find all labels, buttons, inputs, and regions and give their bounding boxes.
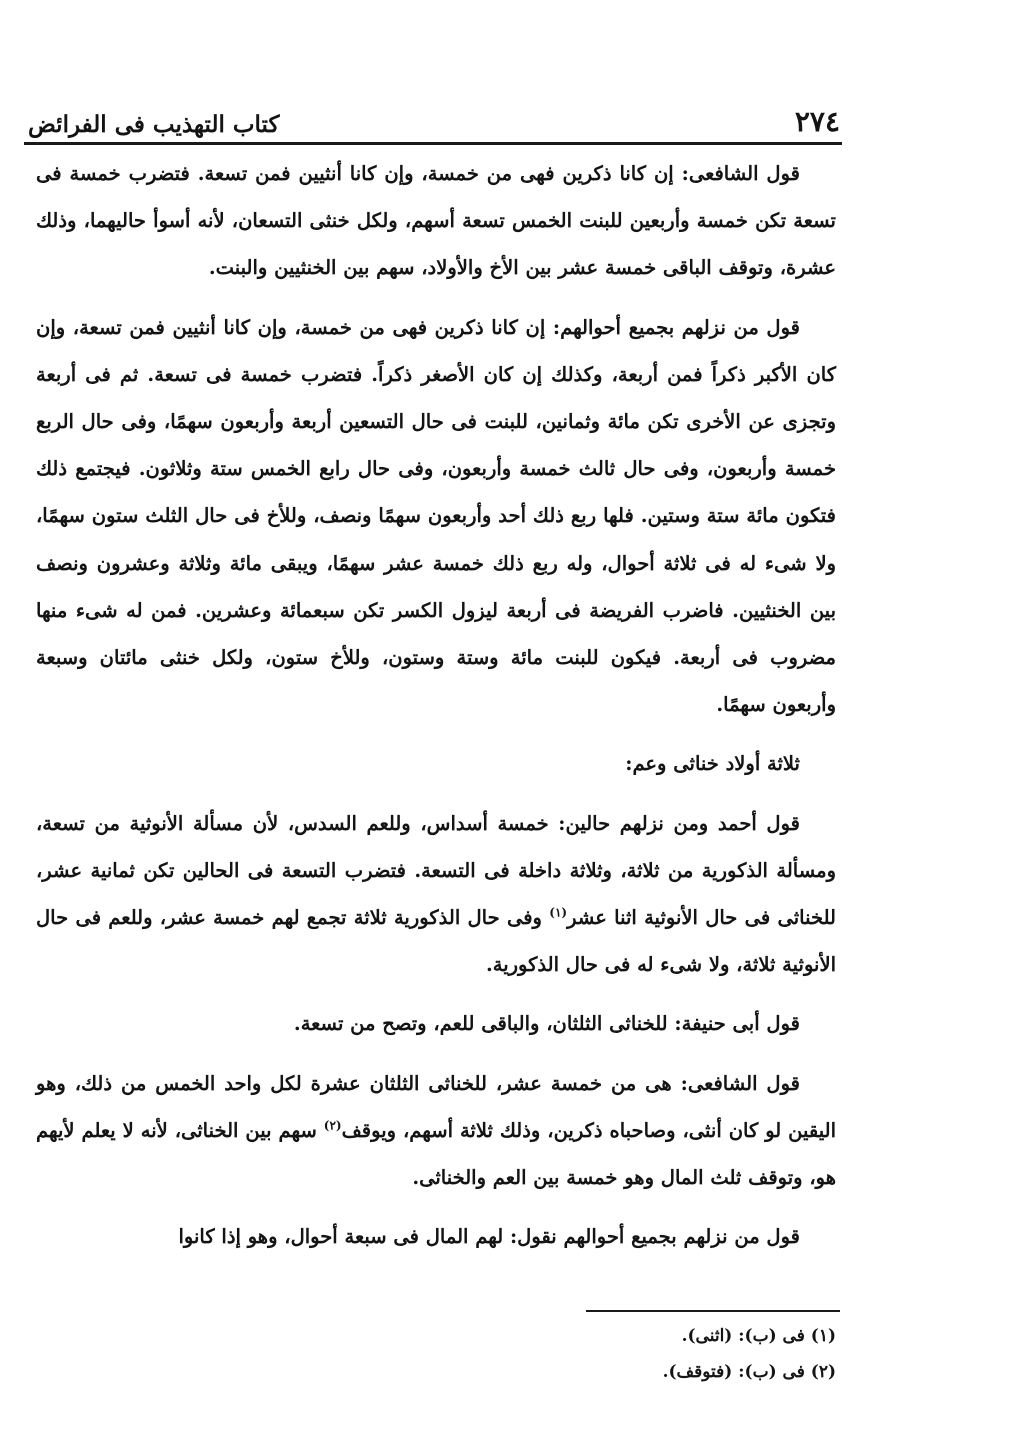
paragraph-shafii-1: قول الشافعى: إن كانا ذكرين فهى من خمسة، وإن كانا أنثيين فمن تسعة. فتضرب خمسة فى تسعة تكن خمسة وأربعين للبنت الخمس تسعة أسهم، ولكل خنثى التسعان، لأنه أسوأ حاليهما، وذلك عشرة، وتوقف الباقى خمسة عشر بين الأخ والأولاد، سهم بين الخنثيين والبنت. xyxy=(36,162,836,280)
footnotes xyxy=(416,1318,836,1390)
header-divider xyxy=(24,142,842,145)
footnote-ref-2: (٢) xyxy=(323,1118,342,1133)
main-text xyxy=(36,150,836,1260)
paragraph-shafii-2-part-2: سهم بين الخناثى، لأنه لا يعلم لأيهم هو، وتوقف ثلث المال وهو خمسة بين العم والخناثى. xyxy=(36,1118,836,1190)
section-heading: ثلاثة أولاد خناثى وعم: xyxy=(625,752,800,776)
paragraph-ahmad-part-1: قول أحمد ومن نزلهم حالين: خمسة أسداس، وللعم السدس، لأن مسألة الأنوثية من تسعة، ومسألة الذكورية من ثلاثة، وثلاثة داخلة فى التسعة. فتضرب التسعة فى الحالين تكن ثمانية عشر، للخناثى فى حال الأنوثية اثنا عشر xyxy=(36,811,836,930)
page-number: ٢٧٤ xyxy=(794,105,840,138)
footnote-1: (١) فى (ب): (اثنى). xyxy=(681,1326,836,1346)
footnote-divider xyxy=(586,1310,840,1312)
page-header xyxy=(28,96,840,138)
paragraph-ahmad-part-2: وفى حال الذكورية ثلاثة تجمع لهم خمسة عشر، وللعم فى حال الأنوثية ثلاثة، ولا شىء له فى حال الذكورية. xyxy=(36,906,836,977)
footnote-ref-1: (١) xyxy=(549,905,568,920)
book-title: كتاب التهذيب فى الفرائض xyxy=(28,111,280,138)
footnote-2: (٢) فى (ب): (فتوقف). xyxy=(662,1362,836,1382)
paragraph-all-states-2: قول من نزلهم بجميع أحوالهم نقول: لهم المال فى سبعة أحوال، وهو إذا كانوا xyxy=(178,1225,800,1249)
paragraph-abu-hanifa: قول أبى حنيفة: للخناثى الثلثان، والباقى للعم، وتصح من تسعة. xyxy=(293,1012,800,1036)
paragraph-shafii-2 xyxy=(36,1060,836,1202)
paragraph-ahmad xyxy=(36,800,836,989)
paragraph-all-states-1: قول من نزلهم بجميع أحوالهم: إن كانا ذكرين فهى من خمسة، وإن كانا أنثيين فمن تسعة، وإن كان الأكبر ذكراً فمن أربعة، وكذلك إن كان الأصغر ذكراً. فتضرب خمسة فى تسعة. ثم فى أربعة وتجزى عن الأخرى تكن مائة وثمانين، للبنت فى حال التسعين أربعة وأربعون سهمًا، وفى حال الربع خمسة وأربعون، وفى حال ثالث خمسة وأربعون، وفى حال رابع الخمس ستة وثلاثون. فيجتمع ذلك فتكون مائة ستة وستين. فلها ربع ذلك أحد وأربعون سهمًا ونصف، وللأخ فى حال الثلث ستون سهمًا، ولا شىء له فى ثلاثة أحوال، وله ربع ذلك خمسة عشر سهمًا، ويبقى مائة وثلاثة وعشرون ونصف بين الخنثيين. فاضرب الفريضة فى أربعة ليزول الكسر تكن سبعمائة وعشرين. فمن له شىء منها مضروب فى أربعة. فيكون للبنت مائة وستة وستون، وللأخ ستون، ولكل خنثى مائتان وسبعة وأربعون سهمًا. xyxy=(36,315,836,717)
paragraph-shafii-2-part-1: قول الشافعى: هى من خمسة عشر، للخناثى الثلثان عشرة لكل واحد الخمس من ذلك، وهو اليقين لو كان أنثى، وصاحباه ذكرين، وذلك ثلاثة أسهم، ويوقف xyxy=(36,1071,836,1142)
